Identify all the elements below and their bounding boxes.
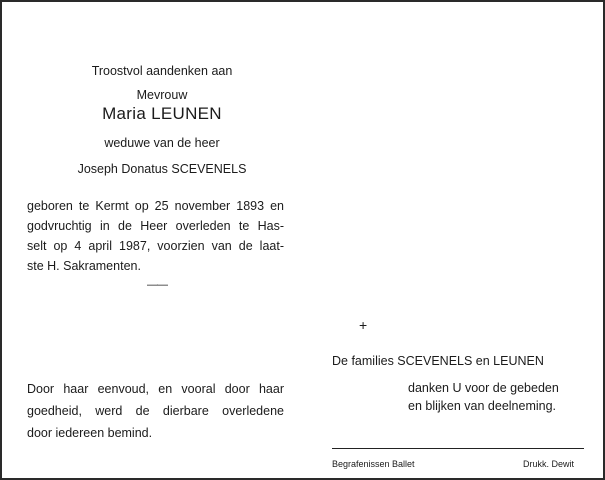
printer-credit: Drukk. Dewit bbox=[523, 459, 575, 469]
thanks-line: danken U voor de gebeden bbox=[408, 381, 559, 395]
families-line: De families SCEVENELS en LEUNEN bbox=[332, 354, 544, 368]
relation-text: weduwe van de heer bbox=[104, 136, 220, 150]
tribute-line: Door haar eenvoud, en vooral door haar bbox=[27, 382, 284, 396]
biography-line: geboren te Kermt op 25 november 1893 en bbox=[27, 199, 284, 213]
separator-line: —— bbox=[147, 279, 167, 291]
tribute-line: door iedereen bemind. bbox=[27, 426, 153, 440]
honorific: Mevrouw bbox=[136, 88, 188, 102]
spouse-name: Joseph Donatus SCEVENELS bbox=[77, 162, 247, 176]
tribute-line: goedheid, werd de dierbare overledene bbox=[27, 404, 284, 418]
biography-line: ste H. Sakramenten. bbox=[27, 259, 141, 273]
undertaker-credit: Begrafenissen Ballet bbox=[332, 459, 415, 469]
footer-divider bbox=[332, 448, 584, 449]
cross-icon: + bbox=[359, 317, 368, 333]
biography-line: godvruchtig in de Heer overleden te Has- bbox=[27, 219, 284, 233]
deceased-name: Maria LEUNEN bbox=[102, 104, 222, 123]
thanks-line: en blijken van deelneming. bbox=[408, 399, 557, 413]
intro-text: Troostvol aandenken aan bbox=[91, 64, 233, 78]
biography-line: selt op 4 april 1987, voorzien van de laat- bbox=[27, 239, 284, 253]
